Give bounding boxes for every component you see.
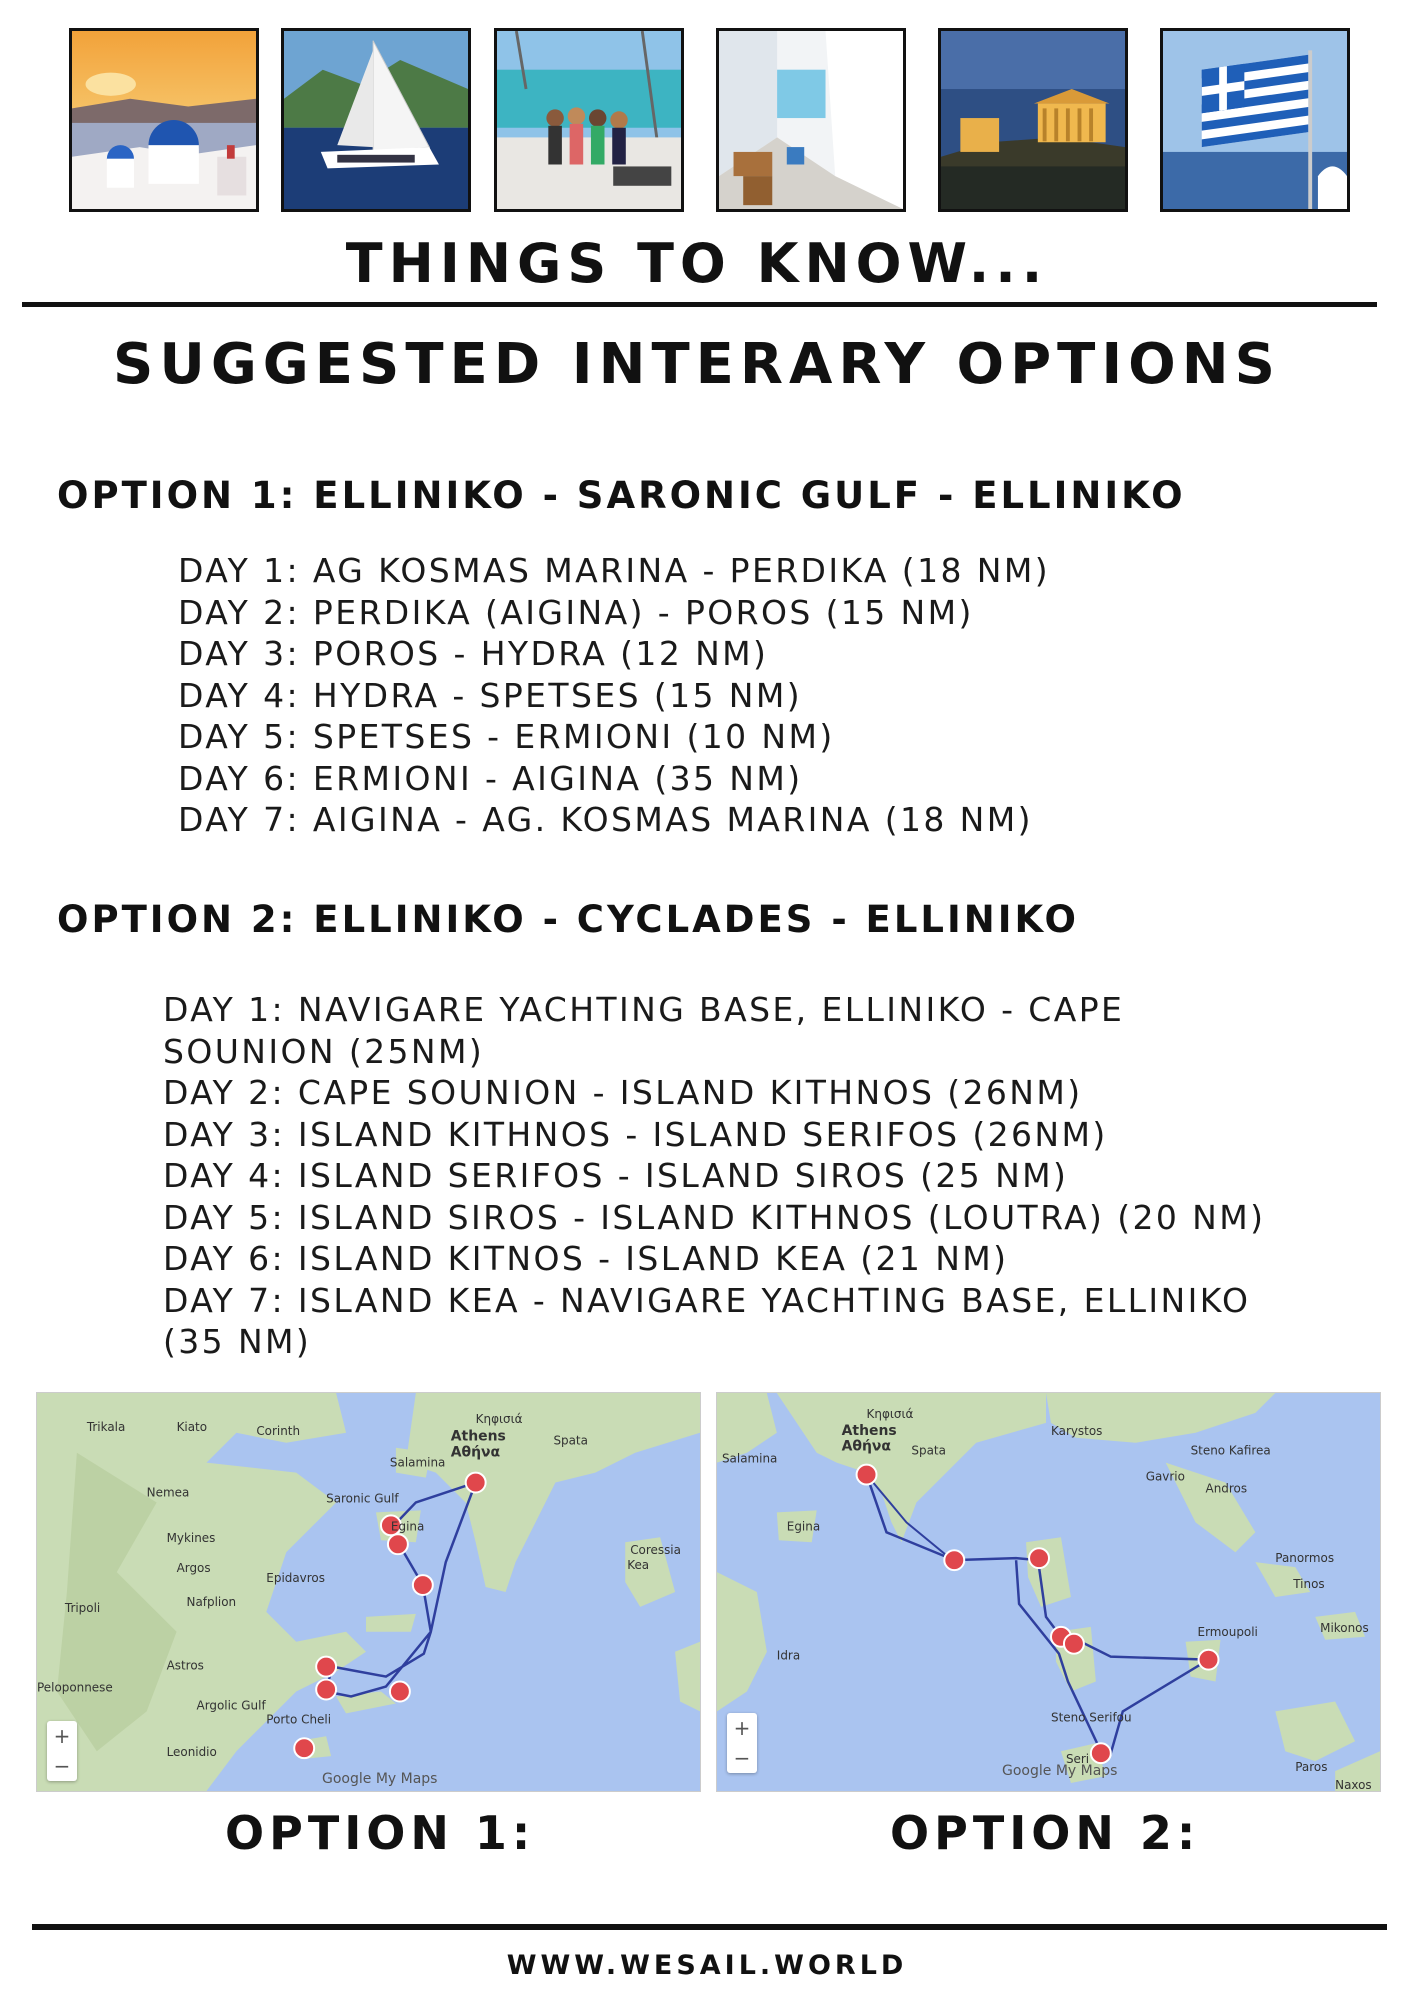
map2-label-ermoupoli: Ermoupoli: [1197, 1624, 1258, 1639]
option1-day: DAY 2: PERDIKA (AIGINA) - POROS (15 NM): [178, 592, 974, 632]
map2-label-athens: Athens: [841, 1422, 897, 1439]
map2-label-mikonos: Mikonos: [1320, 1620, 1369, 1635]
map1-label-argos: Argos: [176, 1561, 211, 1576]
option1-route-map[interactable]: [36, 1392, 701, 1792]
option1-title: OPTION 1: ELLINIKO - SARONIC GULF - ELLINIKO: [57, 474, 1186, 517]
option2-line: (35 NM): [163, 1322, 312, 1361]
map1-label-nafplion: Nafplion: [186, 1594, 237, 1609]
acropolis-photo: [938, 28, 1128, 212]
map1-label-trikala: Trikala: [86, 1419, 126, 1434]
map1-label-kifisia: Κηφισιά: [475, 1411, 523, 1426]
option2-line: DAY 1: NAVIGARE YACHTING BASE, ELLINIKO - CAPE: [163, 990, 1125, 1029]
map1-label-athens: Athens: [450, 1428, 506, 1445]
page-title: THINGS TO KNOW...: [345, 232, 1049, 295]
map1-label-athens-gr: Αθήνα: [450, 1444, 501, 1461]
option2-map-caption: OPTION 2:: [890, 1806, 1201, 1860]
map2-label-stenoKafirea: Steno Kafirea: [1190, 1443, 1271, 1458]
map1-label-coressia: Coressia: [630, 1543, 681, 1558]
map1-label-mykines: Mykines: [166, 1531, 216, 1546]
map2-label-paros: Paros: [1295, 1760, 1328, 1775]
option1-map-caption: OPTION 1:: [225, 1806, 536, 1860]
footer-divider: [32, 1924, 1387, 1930]
option1-day: DAY 7: AIGINA - AG. KOSMAS MARINA (18 NM): [178, 800, 1033, 839]
option2-line: DAY 2: CAPE SOUNION - ISLAND KITHNOS (26NM): [163, 1073, 1083, 1112]
footer-url[interactable]: WWW.WESAIL.WORLD: [506, 1950, 908, 1981]
map1-label-epidavros: Epidavros: [266, 1571, 325, 1586]
map1-attribution: Google My Maps: [322, 1771, 438, 1787]
map2-label-andros: Andros: [1205, 1481, 1248, 1496]
map1-label-nemea: Nemea: [146, 1485, 190, 1500]
option1-day: DAY 1: AG KOSMAS MARINA - PERDIKA (18 NM): [178, 551, 1050, 590]
map2-label-naxos: Naxos: [1335, 1778, 1372, 1791]
map2-label-tinos: Tinos: [1293, 1577, 1325, 1592]
option2-day-list: [163, 989, 1265, 1363]
option1-day: DAY 5: SPETSES - ERMIONI (10 NM): [178, 717, 835, 756]
map2-attribution: Google My Maps: [1002, 1763, 1118, 1779]
map2-label-ser: Seri: [1065, 1752, 1090, 1767]
map1-label-leonidio: Leonidio: [166, 1745, 217, 1760]
title-divider: [22, 302, 1377, 307]
option2-line: DAY 6: ISLAND KITNOS - ISLAND KEA (21 NM): [163, 1239, 1009, 1278]
map1-zoom-control[interactable]: + −: [47, 1721, 77, 1781]
santorini-photo: [69, 28, 259, 212]
option2-line: DAY 4: ISLAND SERIFOS - ISLAND SIROS (25 NM): [163, 1156, 1069, 1195]
catamaran-sailing-photo: [281, 28, 471, 212]
map2-label-kifisia: Κηφισιά: [866, 1406, 914, 1421]
map1-label-kiato: Kiato: [176, 1419, 208, 1434]
option2-line: SOUNION (25NM): [163, 1031, 485, 1071]
map2-label-idra: Idra: [776, 1648, 801, 1663]
map1-label-corinth: Corinth: [256, 1423, 301, 1438]
map1-label-porto: Porto Cheli: [266, 1712, 332, 1727]
island-alley-photo: [716, 28, 906, 212]
map2-zoom-control[interactable]: + −: [727, 1713, 757, 1773]
map1-label-kea: Kea: [627, 1558, 650, 1573]
map2-label-panormos: Panormos: [1275, 1551, 1335, 1566]
page-subtitle: SUGGESTED INTERARY OPTIONS: [113, 332, 1281, 397]
map2-label-salamina: Salamina: [721, 1451, 778, 1466]
map1-label-spata: Spata: [553, 1433, 588, 1448]
map1-label-egina: Egina: [390, 1519, 425, 1534]
map1-label-astros: Astros: [166, 1658, 204, 1673]
group-on-catamaran-photo: [494, 28, 684, 212]
map1-label-salamina: Salamina: [389, 1455, 446, 1470]
map2-label-athens-gr: Αθήνα: [841, 1438, 892, 1455]
option2-route-map[interactable]: [716, 1392, 1381, 1792]
option2-line: DAY 7: ISLAND KEA - NAVIGARE YACHTING BASE, ELLINIKO: [163, 1280, 1251, 1320]
option1-day: DAY 6: ERMIONI - AIGINA (35 NM): [178, 758, 803, 798]
map2-label-spata: Spata: [911, 1443, 946, 1458]
map2-label-gavrio: Gavrio: [1145, 1469, 1185, 1484]
option2-line: DAY 5: ISLAND SIROS - ISLAND KITHNOS (LOUTRA) (20 NM): [163, 1197, 1266, 1237]
map1-label-peloponnese: Peloponnese: [37, 1680, 113, 1695]
map2-label-egina: Egina: [786, 1519, 821, 1534]
map1-label-tripoli: Tripoli: [64, 1600, 101, 1615]
map1-label-argolic: Argolic Gulf: [196, 1698, 266, 1713]
map1-label-saronic: Saronic Gulf: [326, 1491, 399, 1506]
greek-flag-photo: [1160, 28, 1350, 212]
option1-day: DAY 3: POROS - HYDRA (12 NM): [178, 634, 769, 673]
option2-title: OPTION 2: ELLINIKO - CYCLADES - ELLINIKO: [57, 898, 1079, 941]
map2-label-serifos: Steno Serifou: [1050, 1710, 1132, 1725]
map2-label-karystos: Karystos: [1050, 1423, 1103, 1438]
option2-line: DAY 3: ISLAND KITHNOS - ISLAND SERIFOS (26NM): [163, 1114, 1108, 1154]
option1-day: DAY 4: HYDRA - SPETSES (15 NM): [178, 675, 803, 715]
option1-day-list: [178, 550, 1050, 841]
